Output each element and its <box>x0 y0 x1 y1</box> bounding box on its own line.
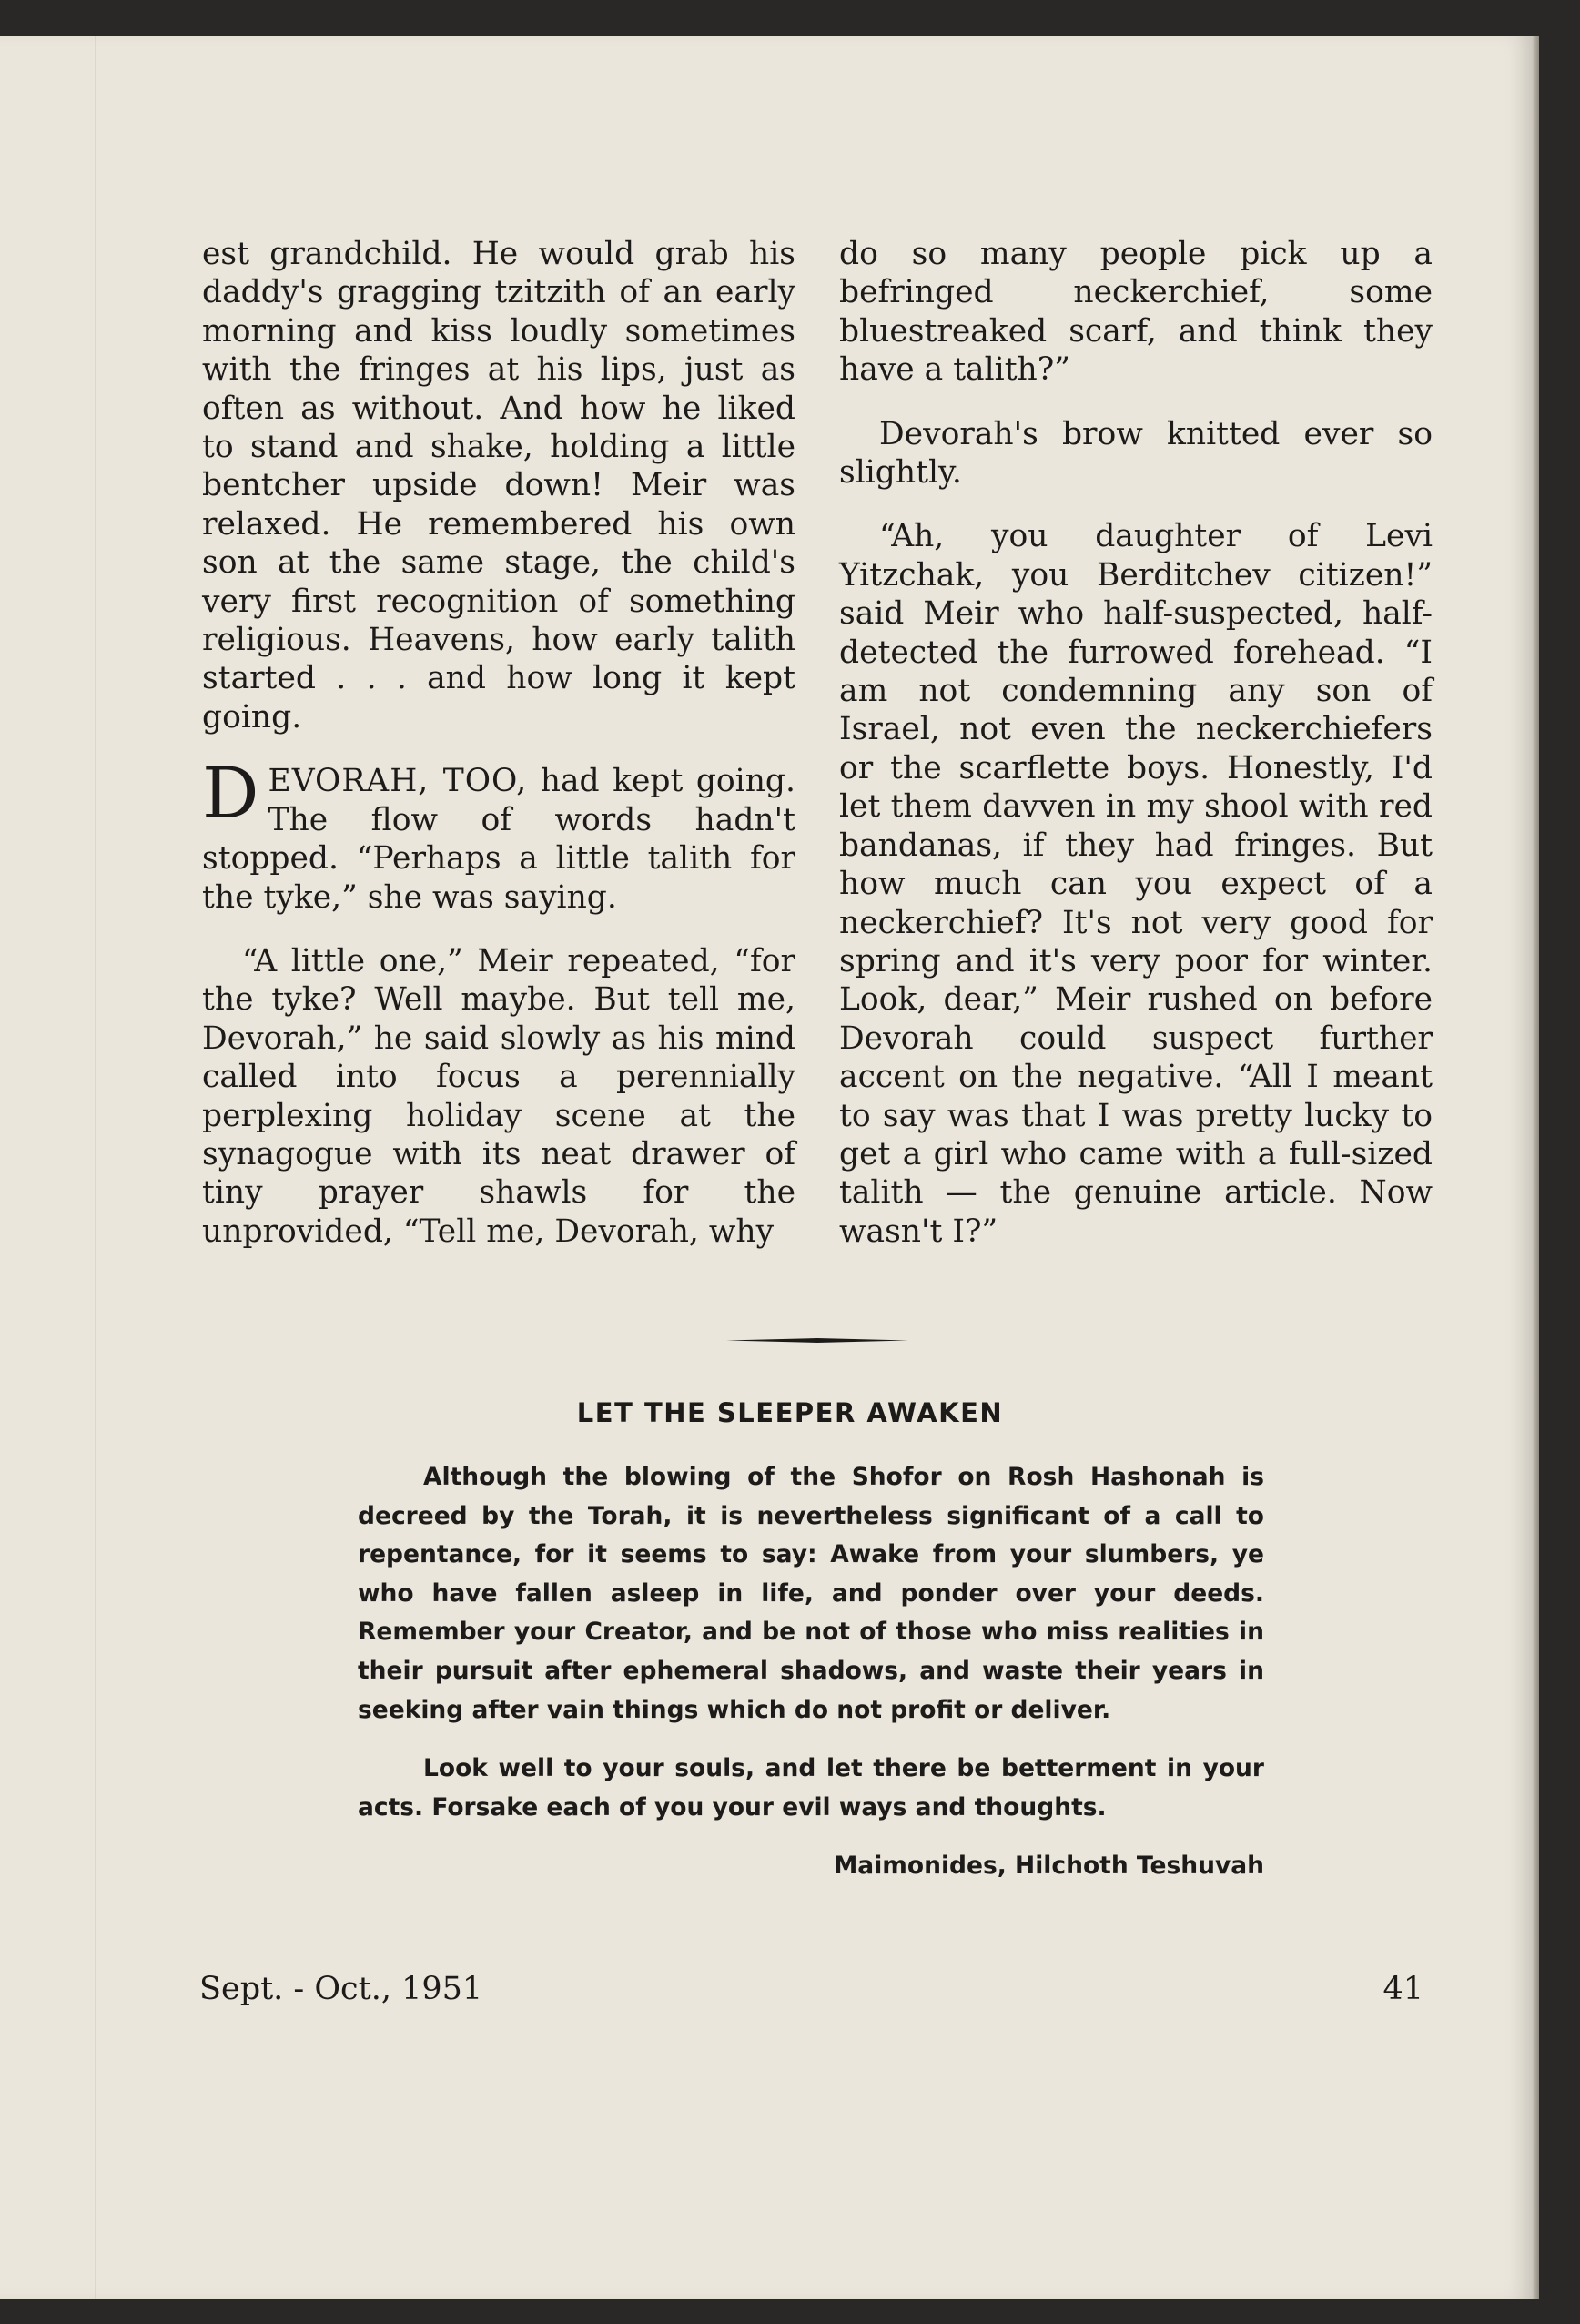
quote-paragraph: Look well to your souls, and let there be betterment in your acts. Forsake each of you your evil ways and thoughts. <box>358 1754 1264 1822</box>
attribution: Maimonides, Hilchoth Teshuvah <box>833 1852 1264 1881</box>
paragraph: “A little one,” Meir repeated, “for the tyke? Well maybe. But tell me, Devorah,” he said slowly as his mind called into focus a perennially perplexing holiday scene at the synagogue with its neat drawer of tiny prayer shawls for the unprovided, “Tell me, Devorah, why <box>202 942 795 1250</box>
left-column <box>202 235 795 1276</box>
quote-paragraph: Although the blowing of the Shofor on Rosh Hashonah is decreed by the Torah, it is nevertheless significant of a call to repentance, for it seems to say: Awake from your slumbers, ye who have fallen asleep in life, and ponder over your deeds. Remember your Creator, and be not of those who miss realities in their pursuit after ephemeral shadows, and waste their years in seeking after vain things which do not profit or deliver. <box>358 1463 1264 1724</box>
issue-date: Sept. - Oct., 1951 <box>199 1971 483 2007</box>
paragraph-rest: had kept going. The flow of words hadn't stopped. “Perhaps a little talith for the tyke,” she was saying. <box>202 763 795 916</box>
paragraph: “Ah, you daughter of Levi Yitzchak, you Berditchev citizen!” said Meir who half-suspected, half-detected the furrowed forehead. “I am not condemning any son of Israel, not even the neckerchiefers or the scarflette boys. Honestly, I'd let them davven in my shool with red bandanas, if they had fringes. But how much can you expect of a neckerchief? It's not very good for spring and it's very poor for winter. Look, dear,” Meir rushed on before Devorah could suspect further accent on the negative. “All I meant to say was that I was pretty lucky to get a girl who came with a full-sized talith — the genuine article. Now wasn't I?” <box>839 518 1433 1250</box>
page-number: 41 <box>1382 1971 1423 2007</box>
box-title: LET THE SLEEPER AWAKEN <box>576 1397 1004 1428</box>
section-divider <box>726 1338 908 1343</box>
right-column <box>839 235 1433 1276</box>
quote-box <box>358 1458 1264 1906</box>
small-caps-lead: EVORAH, TOO, <box>268 763 528 800</box>
paragraph-dropcap <box>202 753 795 917</box>
paragraph: Devorah's brow knitted ever so slightly. <box>839 415 1433 492</box>
page-edge <box>1532 36 1539 2299</box>
binding-fold <box>95 36 96 2299</box>
drop-cap: D <box>202 753 259 836</box>
paragraph: do so many people pick up a befringed neckerchief, some bluestreaked scarf, and think they have a talith?” <box>839 236 1433 389</box>
paragraph: est grandchild. He would grab his daddy's gragging tzitzith of an early morning and kiss loudly sometimes with the fringes at his lips, just as often as without. And how he liked to stand and shake, holding a little bentcher upside down! Meir was relaxed. He remembered his own son at the same stage, the child's very first recognition of something religious. Heavens, how early talith started . . . and how long it kept going. <box>202 236 795 736</box>
